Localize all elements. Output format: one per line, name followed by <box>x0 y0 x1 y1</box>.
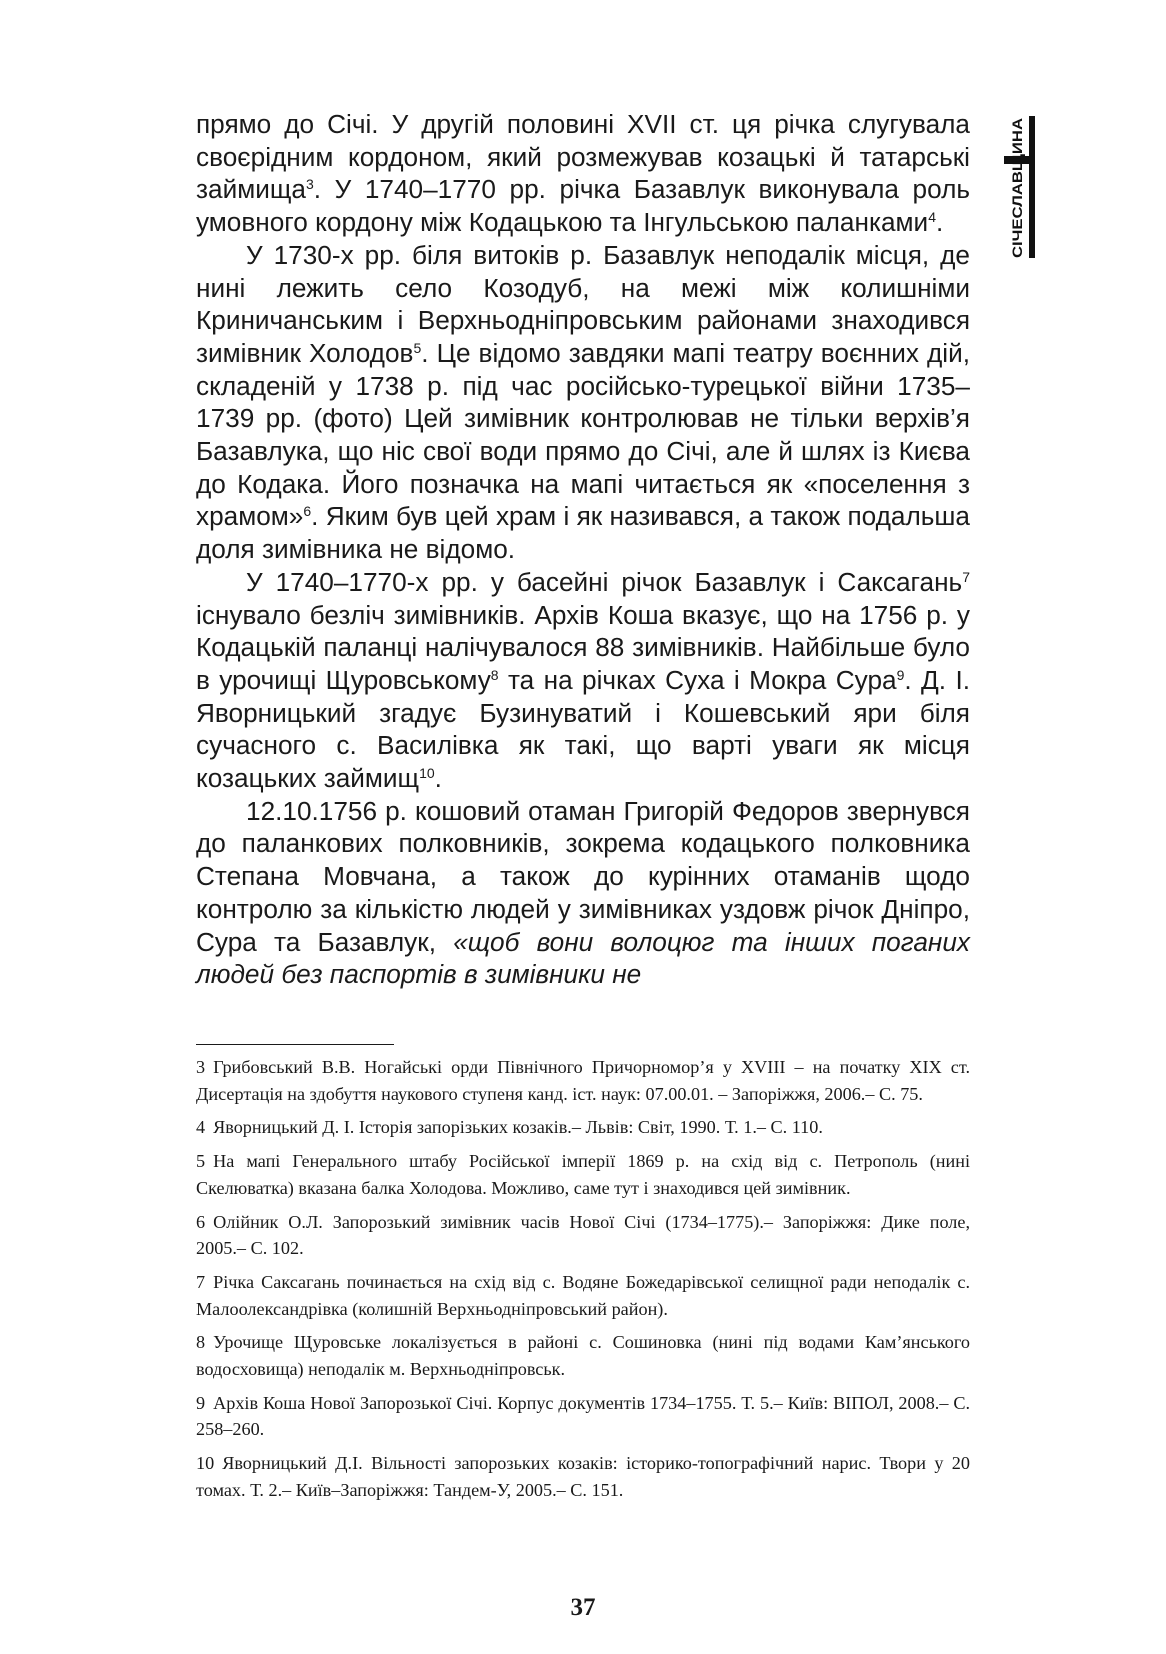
footnote-separator <box>196 1044 394 1045</box>
quote-text: «щоб вони волоцюг та інших поганих людей без паспортів в зимівники не <box>196 926 970 990</box>
main-text <box>196 108 970 991</box>
series-logo-text: СІЧЕСЛАВЩИНА <box>1009 140 1025 258</box>
paragraph: У 1740–1770-х рр. у басейні річок Базавлук і Саксагань$^7$ існувало безліч зимівників. Архів Коша вказує, що на 1756 р. у Кодацькій паланці налічувалося 88 зимівників. Найбільше було в урочищі Щуровському$^8$ та на річках Суха і Мокра Сура$^9$. Д. І. Яворницький згадує Бузинуватий і Кошевський яри біля сучасного с. Василівка як такі, що варті уваги як місця козацьких займищ$^{10}$. <box>196 566 970 794</box>
footnote <box>196 1329 970 1382</box>
footnote-ref[interactable]: 4 <box>928 209 936 226</box>
footnote-ref[interactable]: 6 <box>303 503 312 520</box>
footnote <box>196 1209 970 1262</box>
paragraph: прямо до Січі. У другій половині XVII ст. ця річка слугувала своєрідним кордоном, який розмежував козацькі й татарські займища$^3$. У 1740–1770 рр. річка Базавлук виконувала роль умовного кордону між Кодацькою та Інгульською паланками$^4$. <box>196 109 970 238</box>
footnote-number: 10 <box>196 1453 215 1474</box>
footnote-number: 4 <box>196 1117 206 1138</box>
footnote-ref[interactable]: 9 <box>896 666 905 683</box>
footnote-text: Яворницький Д. І. Історія запорізьких козаків.– Львів: Світ, 1990. Т. 1.– С. 110. <box>213 1117 823 1138</box>
footnote-number: 5 <box>196 1151 206 1172</box>
page-number: 37 <box>570 1594 596 1621</box>
footnote <box>196 1450 970 1503</box>
paragraph: У 1730-х рр. біля витоків р. Базавлук неподалік місця, де нині лежить село Козодуб, на межі між колишніми Криничанським і Верхньодніпровським районами знаходився зимівник Холодов$^5$. Це відомо завдяки мапі театру воєнних дій, складеній у 1738 р. під час російсько-турецької війни 1735–1739 рр. (фото) Цей зимівник контролював не тільки верхів’я Базавлука, що ніс свої води прямо до Січі, але й шлях із Києва до Кодака. Його позначка на мапі читається як «поселення з храмом»$^6$. Яким був цей храм і як називався, а також подальша доля зимівника не відомо. <box>196 239 970 565</box>
footnote <box>196 1390 970 1443</box>
footnote-number: 8 <box>196 1332 206 1353</box>
footnote-ref[interactable]: 3 <box>305 176 314 193</box>
footnote-text: Урочище Щуровське локалізується в районі с. Сошиновка (нині під водами Кам’янського водосховища) неподалік м. Верхньодніпровськ. <box>196 1332 970 1380</box>
footnote-text: Архів Коша Нової Запорозької Січі. Корпус документів 1734–1755. Т. 5.– Київ: ВІПОЛ, 2008.– С. 258–260. <box>196 1392 970 1440</box>
cross-icon <box>1029 116 1035 258</box>
footnote-text: Річка Саксагань починається на схід від с. Водяне Божедарівської селищної ради неподалік с. Малоолександрівка (колишній Верхньодніпровський район). <box>196 1271 970 1319</box>
footnote <box>196 1148 970 1201</box>
footnote <box>196 1054 970 1107</box>
footnote-number: 3 <box>196 1057 206 1077</box>
footnote-text: Грибовський В.В. Ногайські орди Північного Причорномор’я у XVIII – на початку XIX ст. Дисертація на здобуття наукового ступеня канд. іст. наук: 07.00.01. – Запоріжжя, 2006.– С. 75. <box>196 1057 970 1104</box>
paragraph: 12.10.1756 р. кошовий отаман Григорій Федоров звернувся до паланкових полковників, зокрема кодацького полковника Степана Мовчана, а також до курінних отаманів щодо контролю за кількістю людей у зимівниках уздовж річок Дніпро, Сура та Базавлук, «щоб вони волоцюг та інших поганих людей без паспортів в зимівники не <box>196 795 970 990</box>
footnote-ref[interactable]: 5 <box>413 339 422 356</box>
footnote-number: 7 <box>196 1271 206 1292</box>
footnote-text: Олійник О.Л. Запорозький зимівник часів Нової Січі (1734–1775).– Запоріжжя: Дике поле, 2005.– С. 102. <box>196 1211 970 1259</box>
footnote-ref[interactable]: 8 <box>490 666 499 683</box>
footnote-ref[interactable]: 7 <box>962 568 970 585</box>
footnote-text: Яворницький Д.І. Вільності запорозьких козаків: історико-топографічний нарис. Твори у 20 томах. Т. 2.– Київ–Запоріжжя: Тандем-У, 2005.– С. 151. <box>196 1453 970 1500</box>
footnote <box>196 1269 970 1322</box>
footnote-number: 9 <box>196 1392 206 1413</box>
footnotes <box>196 1054 970 1511</box>
footnote-number: 6 <box>196 1211 206 1232</box>
footnote-text: На мапі Генерального штабу Російської імперії 1869 р. на схід від с. Петрополь (нині Скелюватка) вказана балка Холодова. Можливо, саме тут і знаходився цей зимівник. <box>196 1151 970 1198</box>
series-logo <box>996 112 1044 262</box>
footnote <box>196 1114 970 1141</box>
footnote-ref[interactable]: 10 <box>419 765 435 782</box>
